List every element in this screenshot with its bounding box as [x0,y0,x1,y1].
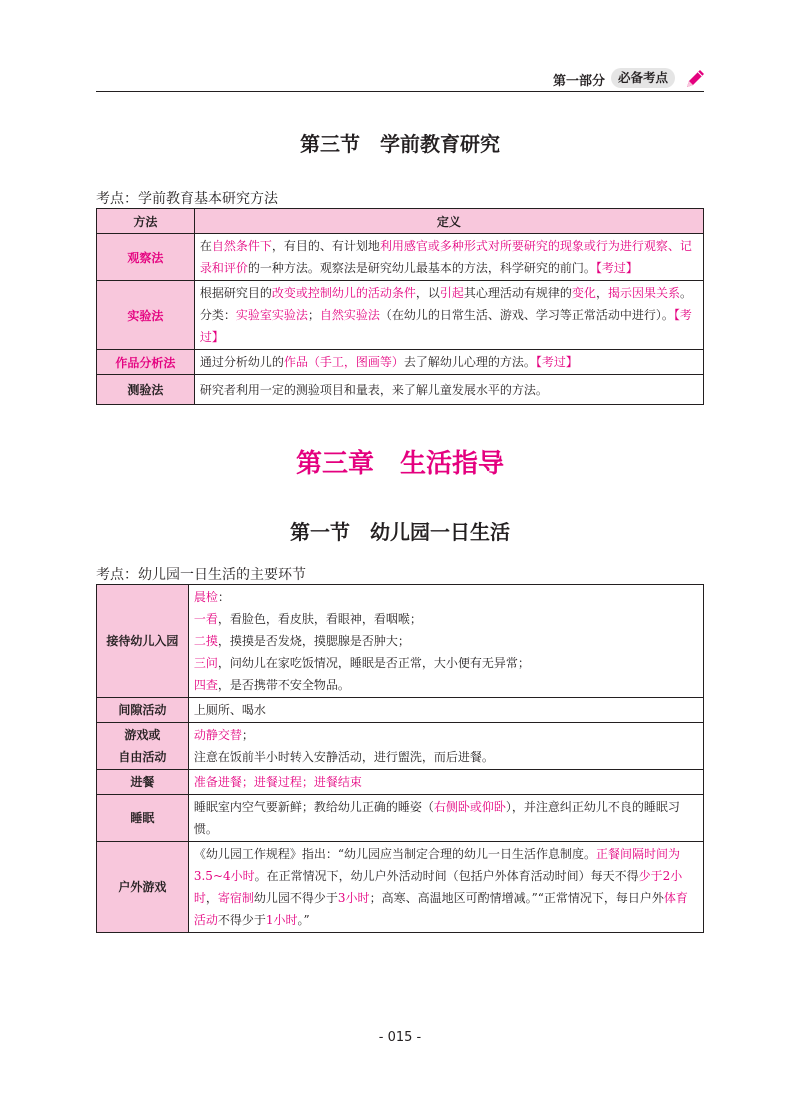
text-segment: 自然实验法 [319,308,380,322]
detail-line [194,652,698,674]
section-title-2: 第一节 幼儿园一日生活 [290,520,510,544]
section-title: 第三节 学前教育研究 [300,132,500,156]
text-segment: ， [205,891,218,905]
routine-detail [188,585,703,698]
text-segment: ，是否携带不安全物品。 [217,678,350,692]
text-segment: 不得少于 [217,913,266,927]
method-name: 作品分析法 [97,350,195,375]
table-row [97,795,704,842]
table-row [97,770,704,795]
detail-line [194,724,698,746]
text-segment: ： [217,590,230,604]
text-segment: 一看 [193,612,218,626]
text-segment: 变化 [571,286,596,300]
table-row [97,234,704,281]
text-segment: 体育活动 [193,891,688,927]
text-segment: 去了解幼儿心理的方法。 [403,355,536,369]
text-segment: 正餐间隔时间为3.5~4小时 [193,847,681,883]
text-segment: 右侧卧或仰卧 [433,800,506,814]
text-segment: 。在正常情况下，幼儿户外活动时间（包括户外体育活动时间）每天不得 [254,869,639,883]
text-segment: 四查 [193,678,218,692]
text-segment: ， [595,286,608,300]
method-name: 测验法 [97,375,195,405]
text-segment: 【考过】 [199,308,692,344]
pencil-icon [683,67,707,91]
table-row [97,585,704,698]
text-segment: 自然条件下 [211,239,272,253]
text-segment: 实验室实验法 [235,308,308,322]
text-segment: ，有目的、有计划地 [271,239,380,253]
text-segment: ； [241,728,254,742]
method-definition [194,375,703,405]
text-segment: （在幼儿的日常生活、游戏、学习等正常活动中进行）。 [379,308,674,322]
text-segment: 准备进餐；进餐过程；进餐结束 [193,775,362,789]
detail-line [194,630,698,652]
text-segment: 幼儿园不得少于 [253,891,338,905]
text-segment: 改变或控制幼儿的活动条件 [271,286,416,300]
routine-detail [188,723,703,770]
table-row [97,375,704,405]
text-segment: 。分类： [199,286,692,322]
text-segment: 上厕所、喝水 [193,703,266,717]
detail-line [194,796,698,840]
text-segment: ；高寒、高温地区可酌情增减。”“正常情况下，每日户外 [369,891,664,905]
text-segment: ，问幼儿在家吃饭情况，睡眠是否正常，大小便有无异常； [217,656,530,670]
detail-line [194,586,698,608]
text-segment: 三问 [193,656,218,670]
table-row [97,723,704,770]
routine-name: 户外游戏 [97,842,189,933]
text-segment: ），并注意纠正幼儿不良的睡眠习惯。 [193,800,680,836]
routine-name: 间隙活动 [97,698,189,723]
text-segment: 利用感官或多种形式对所要研究的现象或行为进行观察、记录和评价 [199,239,692,275]
text-segment: ，看脸色，看皮肤，看眼神，看咽喉； [217,612,422,626]
routine-name: 进餐 [97,770,189,795]
kaodian-title: 考点：学前教育基本研究方法 [96,191,278,207]
text-segment: 1小时 [265,913,298,927]
detail-line [194,674,698,696]
text-segment: 在 [199,239,212,253]
detail-line [194,746,698,768]
routine-name: 睡眠 [97,795,189,842]
detail-line [194,771,698,793]
text-segment: 《幼儿园工作规程》指出：“幼儿园应当制定合理的幼儿一日生活作息制度。 [193,847,596,861]
text-segment: ，以 [415,286,440,300]
text-segment: 动静交替 [193,728,242,742]
text-segment: 注意在饭前半小时转入安静活动，进行盥洗，而后进餐。 [193,750,494,764]
header-part-label: 第一部分 [553,74,606,89]
routine-detail [188,795,703,842]
text-segment: 3小时 [337,891,370,905]
text-segment: 根据研究目的 [199,286,272,300]
text-segment: 通过分析幼儿的 [199,355,284,369]
text-segment: ； [307,308,320,322]
daily-life-table [96,584,704,933]
text-segment: 【考过】 [595,261,638,275]
routine-detail [188,842,703,933]
text-segment: 引起 [439,286,464,300]
routine-name: 游戏或 自由活动 [97,723,189,770]
method-definition [194,281,703,350]
text-segment: 作品（手工，图画等） [283,355,404,369]
method-definition [194,234,703,281]
text-segment: 晨检 [193,590,218,604]
table-row [97,281,704,350]
detail-line [194,608,698,630]
page-number: - 015 - [378,1030,422,1045]
text-segment: 的一种方法。观察法是研究幼儿最基本的方法，科学研究的前门。 [247,261,596,275]
detail-line [194,699,698,721]
routine-detail [188,770,703,795]
text-segment: 。” [297,913,310,927]
text-segment: 少于2小时 [193,869,683,905]
text-segment: 揭示因果关系 [607,286,680,300]
detail-line [194,843,698,931]
text-segment: 寄宿制 [217,891,254,905]
text-segment: 睡眠室内空气要新鲜；教给幼儿正确的睡姿（ [193,800,434,814]
table-row [97,350,704,375]
text-segment: 二摸 [193,634,218,648]
table-row [97,842,704,933]
method-name: 实验法 [97,281,195,350]
method-definition [194,350,703,375]
header-badge: 必备考点 [611,68,675,88]
text-segment: 研究者利用一定的测验项目和量表，来了解儿童发展水平的方法。 [199,382,548,397]
col-header-method: 方法 [97,209,195,234]
method-name: 观察法 [97,234,195,281]
col-header-definition: 定义 [194,209,703,234]
text-segment: ，摸摸是否发烧，摸腮腺是否肿大； [217,634,410,648]
chapter-title: 第三章 生活指导 [295,449,504,479]
text-segment: 其心理活动有规律的 [463,286,572,300]
text-segment: 【考过】 [535,355,578,369]
methods-table [96,208,704,405]
routine-detail [188,698,703,723]
header-rule [96,91,704,92]
table-row [97,698,704,723]
kaodian-title-2: 考点：幼儿园一日生活的主要环节 [96,567,306,583]
routine-name: 接待幼儿入园 [97,585,189,698]
